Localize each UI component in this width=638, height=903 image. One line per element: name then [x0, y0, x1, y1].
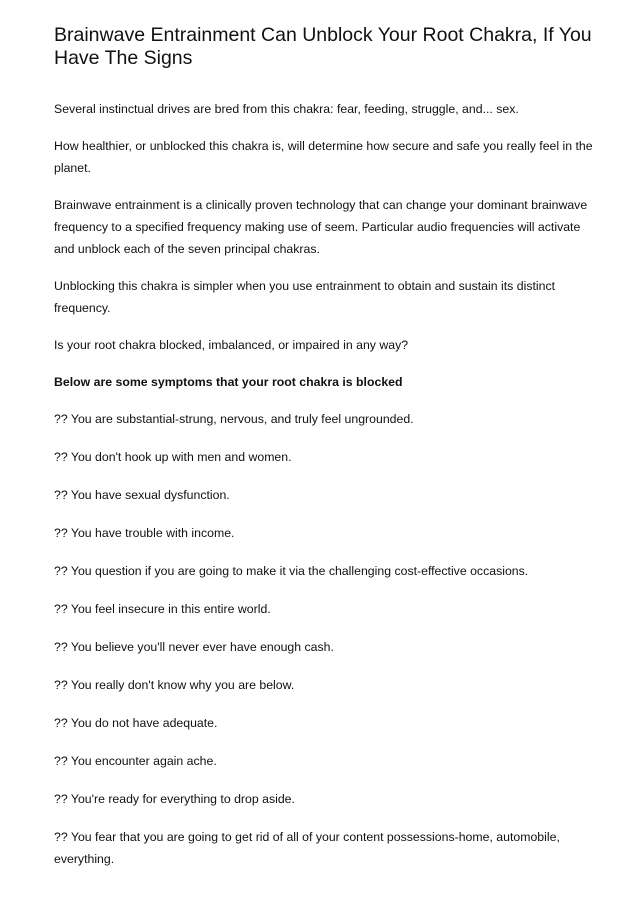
- list-item: ?? You have sexual dysfunction.: [54, 488, 230, 502]
- symptoms-list: [54, 408, 594, 870]
- paragraph: Is your root chakra blocked, imbalanced, or impaired in any way?: [54, 338, 409, 352]
- list-item: ?? You do not have adequate.: [54, 716, 218, 730]
- list-item: ?? You don't hook up with men and women.: [54, 450, 292, 464]
- list-item: ?? You question if you are going to make it via the challenging cost-effective occasions.: [54, 564, 529, 578]
- list-item: ?? You believe you'll never ever have enough cash.: [54, 640, 334, 654]
- paragraph: Brainwave entrainment is a clinically proven technology that can change your dominant brainwave frequency to a specified frequency making use of seem. Particular audio frequencies will activate and unblock each of the seven principal chakras.: [54, 198, 588, 256]
- paragraph: Several instinctual drives are bred from this chakra: fear, feeding, struggle, and... sex.: [54, 102, 519, 116]
- list-item: ?? You encounter again ache.: [54, 754, 217, 768]
- list-item: ?? You're ready for everything to drop aside.: [54, 792, 295, 806]
- symptoms-heading: Below are some symptoms that your root chakra is blocked: [54, 375, 403, 389]
- intro-section: [54, 98, 594, 356]
- list-item: ?? You really don't know why you are below.: [54, 678, 295, 692]
- list-item: ?? You have trouble with income.: [54, 526, 235, 540]
- list-item: ?? You feel insecure in this entire world.: [54, 602, 271, 616]
- document-title: Brainwave Entrainment Can Unblock Your Root Chakra, If You Have The Signs: [54, 24, 592, 69]
- list-item: ?? You are substantial-strung, nervous, and truly feel ungrounded.: [54, 412, 414, 426]
- document-page: [54, 24, 594, 886]
- list-item: ?? You fear that you are going to get rid of all of your content possessions-home, automobile, everything.: [54, 830, 560, 866]
- paragraph: Unblocking this chakra is simpler when you use entrainment to obtain and sustain its distinct frequency.: [54, 279, 556, 315]
- paragraph: How healthier, or unblocked this chakra is, will determine how secure and safe you really feel in the planet.: [54, 139, 593, 175]
